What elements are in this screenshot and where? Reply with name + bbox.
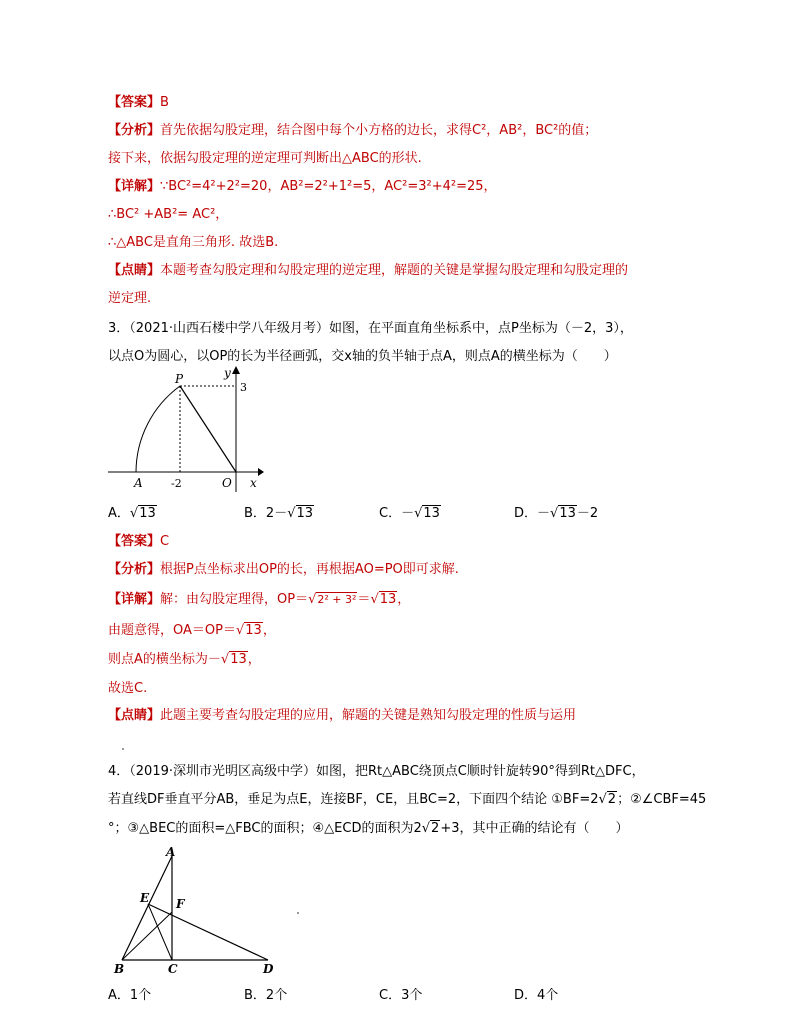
q3-coord-radicand: 13 xyxy=(230,652,247,667)
label-3: 3 xyxy=(240,381,247,394)
analysis-tag: 【分析】 xyxy=(108,562,161,577)
answer-tag: 【答案】 xyxy=(108,95,161,110)
q2-comment-1: 本题考查勾股定理和勾股定理的逆定理，解题的关键是掌握勾股定理和勾股定理的 xyxy=(160,263,629,278)
q3-analysis: 根据P点坐标求出OP的长，再根据AO=PO即可求解. xyxy=(160,562,459,577)
q3-option-d-radicand: 13 xyxy=(559,506,576,521)
segment-bf xyxy=(122,912,172,960)
q4-stem-3a: °；③△BEC的面积=△FBC的面积；④△ECD的面积为 xyxy=(108,821,414,836)
q3-option-b-radicand: 13 xyxy=(296,506,314,521)
segment-ed xyxy=(148,904,268,960)
q3-option-b-label: B．2－ xyxy=(244,506,288,521)
sqrt-sign: √2 xyxy=(598,792,617,807)
q3-option-d-suffix: －2 xyxy=(576,506,599,521)
q3-option-b xyxy=(244,505,314,523)
label-d: D xyxy=(263,962,274,976)
q3-coord-prefix: 则点A的横坐标为－ xyxy=(108,652,221,667)
q2-answer: B xyxy=(160,95,169,110)
sqrt-sign: √13 xyxy=(129,506,156,521)
q3-comment: 此题主要考查勾股定理的应用，解题的关键是熟知勾股定理的性质与运用 xyxy=(160,708,577,723)
label-minus2: -2 xyxy=(171,477,182,490)
comment-tag: 【点睛】 xyxy=(108,263,161,278)
q2-detail-1: ∵BC²=4²+2²=20，AB²=2²+1²=5，AC²=3²+4²=25， xyxy=(160,179,497,194)
segment-ba xyxy=(122,856,172,960)
q3-detail-result: 13 xyxy=(379,592,397,607)
q2-analysis-line xyxy=(108,122,597,140)
q4-stem-3b: 2 xyxy=(413,821,422,836)
comment-tag: 【点睛】 xyxy=(108,708,161,723)
q3-coord-suffix: ， xyxy=(247,652,261,667)
detail-tag: 【详解】 xyxy=(108,592,161,607)
q3-meaning-prefix: 由题意得，OA＝OP＝ xyxy=(108,623,236,638)
stray-dot xyxy=(297,912,299,914)
sqrt-sign: √13 xyxy=(220,652,247,667)
sqrt-sign: √13 xyxy=(370,592,397,607)
segment-op xyxy=(180,386,236,472)
sqrt-sign: √2² + 3² xyxy=(308,592,357,607)
q3-option-c xyxy=(379,505,441,523)
sqrt-sign: √13 xyxy=(287,506,314,521)
q2-comment-line xyxy=(108,262,628,280)
sqrt-sign: √13 xyxy=(550,506,576,521)
q4-option-d: D．4个 xyxy=(514,988,559,1003)
label-y: y xyxy=(224,366,231,380)
arc-ap xyxy=(136,386,180,472)
q3-answer-line xyxy=(108,533,169,551)
q2-comment-2: 逆定理. xyxy=(108,291,152,306)
sqrt-sign: √2 xyxy=(421,821,440,836)
q4-option-c: C．3个 xyxy=(379,988,423,1003)
q3-comment-line xyxy=(108,707,576,725)
label-x: x xyxy=(250,476,257,490)
q3-option-a-radicand: 13 xyxy=(139,506,156,521)
q3-stem-2: 以点O为圆心，以OP的长为半径画弧，交x轴的负半轴于点A，则点A的横坐标为（ ） xyxy=(108,349,617,364)
label-e: E xyxy=(140,891,150,905)
label-b: B xyxy=(114,962,125,976)
label-p: P xyxy=(175,372,184,386)
answer-tag: 【答案】 xyxy=(108,534,161,549)
q4-stem-3c: +3，其中正确的结论有（ ） xyxy=(440,821,629,836)
q3-choose: 故选C. xyxy=(108,681,148,696)
q2-detail-line xyxy=(108,178,497,196)
q3-detail-prefix: 解：由勾股定理得，OP＝ xyxy=(160,592,309,607)
q2-detail-3: ∴△ABC是直角三角形. 故选B. xyxy=(108,235,279,250)
q4-option-b: B．2个 xyxy=(244,988,288,1003)
separator-dot xyxy=(122,748,124,750)
q4-figure xyxy=(108,842,288,982)
q3-option-c-label: C．－ xyxy=(379,506,415,521)
q3-option-d xyxy=(514,505,598,523)
q4-stem-2b: 2 xyxy=(590,792,599,807)
q4-stem-3 xyxy=(108,820,628,838)
q3-meaning-suffix: ， xyxy=(262,623,276,638)
y-axis-arrow xyxy=(232,366,240,374)
q3-option-a-label: A． xyxy=(108,506,130,521)
label-f: F xyxy=(176,897,185,911)
label-c: C xyxy=(168,962,178,976)
q2-analysis-1: 首先依据勾股定理，结合图中每个小方格的边长，求得C²，AB²，BC²的值； xyxy=(160,123,598,138)
sqrt-sign: √13 xyxy=(235,623,262,638)
sqrt-sign: √13 xyxy=(414,506,440,521)
analysis-tag: 【分析】 xyxy=(108,123,161,138)
q4-stem-1: 4．（2019·深圳市光明区高级中学）如图，把Rt△ABC绕顶点C顺时针旋转90°得到Rt△DFC， xyxy=(108,764,645,779)
q3-meaning-radicand: 13 xyxy=(245,623,262,638)
q3-option-d-label: D．－ xyxy=(514,506,551,521)
q3-option-c-radicand: 13 xyxy=(423,506,440,521)
q4-option-a: A．1个 xyxy=(108,988,152,1003)
q3-option-a xyxy=(108,505,157,523)
q2-analysis-2: 接下来，依据勾股定理的逆定理可判断出△ABC的形状. xyxy=(108,151,422,166)
q3-detail-radicand: 2² + 3² xyxy=(317,593,357,606)
q2-answer-line xyxy=(108,94,169,112)
x-axis-arrow xyxy=(258,468,264,476)
q3-analysis-line xyxy=(108,561,459,579)
q3-answer: C xyxy=(160,534,170,549)
q3-meaning-line xyxy=(108,622,276,640)
q3-coord-line xyxy=(108,651,261,669)
label-a: A xyxy=(166,845,176,859)
q3-detail-line xyxy=(108,591,410,609)
q4-stem-2 xyxy=(108,791,706,809)
q3-detail-mid: ＝ xyxy=(357,592,371,607)
detail-tag: 【详解】 xyxy=(108,179,161,194)
q3-detail-suffix: ， xyxy=(397,592,411,607)
q2-detail-2: ∴BC² +AB²= AC²， xyxy=(108,207,229,222)
q3-stem-1: 3．（2021·山西石楼中学八年级月考）如图，在平面直角坐标系中，点P坐标为（－2，3）， xyxy=(108,321,633,336)
label-o: O xyxy=(222,476,232,490)
q4-stem-2a: 若直线DF垂直平分AB，垂足为点E，连接BF，CE，且BC=2，下面四个结论 ①BF= xyxy=(108,792,591,807)
q4-stem-2c: ；②∠CBF=45 xyxy=(617,792,707,807)
label-a: A xyxy=(134,476,143,490)
q3-figure xyxy=(108,362,268,498)
